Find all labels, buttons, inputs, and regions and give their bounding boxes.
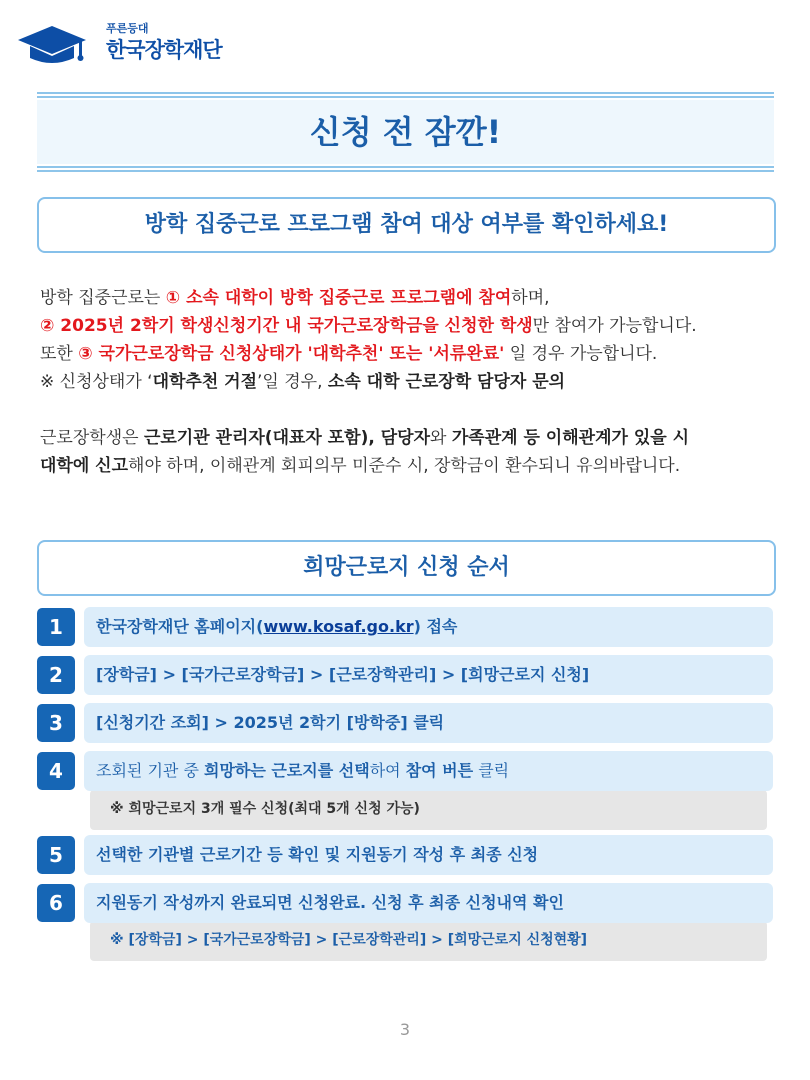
step-6-note: ※ [장학금] > [국가근로장학금] > [근로장학관리] > [희망근로지 신청현황] — [90, 921, 767, 961]
divider — [37, 170, 774, 172]
step-text: 조회된 기관 중 — [96, 761, 204, 780]
step-1 — [84, 607, 773, 647]
eligibility-paragraph — [40, 284, 780, 396]
bold-text: 대학추천 거절 — [152, 372, 258, 392]
step-bold-text: 희망하는 근로지를 선택 — [204, 761, 370, 780]
step-number: 5 — [37, 836, 75, 874]
bold-text: 소속 대학 근로장학 담당자 문의 — [327, 372, 566, 392]
conflict-of-interest-paragraph — [40, 424, 780, 480]
kosaf-homepage-link[interactable]: www.kosaf.go.kr — [263, 617, 414, 636]
eligibility-line-1 — [40, 284, 780, 312]
conflict-line-1 — [40, 424, 780, 452]
eligibility-note — [40, 368, 780, 396]
graduation-cap-icon — [16, 24, 88, 66]
page-title: 신청 전 잠깐! — [309, 113, 502, 151]
kosaf-logo — [16, 20, 246, 66]
conflict-line-2 — [40, 452, 780, 480]
divider — [37, 166, 774, 168]
text: 일 경우 가능합니다. — [504, 344, 658, 364]
step-3: [신청기간 조회] > 2025년 2학기 [방학중] 클릭 — [84, 703, 773, 743]
page-number: 3 — [399, 1020, 411, 1039]
bold-text: 대학에 신고 — [40, 456, 129, 476]
text: 해야 하며, 이해관계 회피의무 미준수 시, 장학금이 환수되니 유의바랍니다. — [128, 456, 681, 476]
step-number: 1 — [37, 608, 75, 646]
divider — [37, 92, 774, 94]
highlight-text: ① 소속 대학이 방학 집중근로 프로그램에 참여 — [165, 288, 512, 308]
step-number: 4 — [37, 752, 75, 790]
step-number: 3 — [37, 704, 75, 742]
page-title-band — [37, 92, 774, 172]
step-bold-text: 참여 버튼 — [405, 761, 474, 780]
step-text: ) 접속 — [413, 617, 458, 636]
text: 만 참여가 가능합니다. — [532, 316, 697, 336]
divider — [37, 96, 774, 98]
step-4 — [84, 751, 773, 791]
eligibility-line-3 — [40, 340, 780, 368]
step-2: [장학금] > [국가근로장학금] > [근로장학관리] > [희망근로지 신청] — [84, 655, 773, 695]
step-6: 지원동기 작성까지 완료되면 신청완료. 신청 후 최종 신청내역 확인 — [84, 883, 773, 923]
logo-name: 한국장학재단 — [106, 38, 222, 62]
highlight-text: ③ 국가근로장학금 신청상태가 '대학추천' 또는 '서류완료' — [78, 344, 505, 364]
step-text: 한국장학재단 홈페이지( — [96, 617, 264, 636]
highlight-text: ② 2025년 2학기 학생신청기간 내 국가근로장학금을 신청한 학생 — [40, 316, 533, 336]
text: 하며, — [511, 288, 550, 308]
logo-tagline: 푸른등대 — [106, 22, 149, 35]
text: 근로장학생은 — [40, 428, 144, 448]
text: 또한 — [40, 344, 79, 364]
step-text: 하여 — [369, 761, 406, 780]
text: ’일 경우, — [257, 372, 328, 392]
eligibility-heading: 방학 집중근로 프로그램 참여 대상 여부를 확인하세요! — [37, 197, 776, 253]
step-text: 클릭 — [473, 761, 510, 780]
step-5: 선택한 기관별 근로기간 등 확인 및 지원동기 작성 후 최종 신청 — [84, 835, 773, 875]
eligibility-line-2 — [40, 312, 780, 340]
text: 방학 집중근로는 — [40, 288, 166, 308]
step-4-note: ※ 희망근로지 3개 필수 신청(최대 5개 신청 가능) — [90, 790, 767, 830]
bold-text: 근로기관 관리자(대표자 포함), 담당자 — [143, 428, 431, 448]
text: ※ 신청상태가 ‘ — [40, 372, 153, 392]
text: 와 — [430, 428, 452, 448]
step-number: 6 — [37, 884, 75, 922]
step-number: 2 — [37, 656, 75, 694]
bold-text: 가족관계 등 이해관계가 있을 시 — [451, 428, 690, 448]
application-steps-heading: 희망근로지 신청 순서 — [37, 540, 776, 596]
